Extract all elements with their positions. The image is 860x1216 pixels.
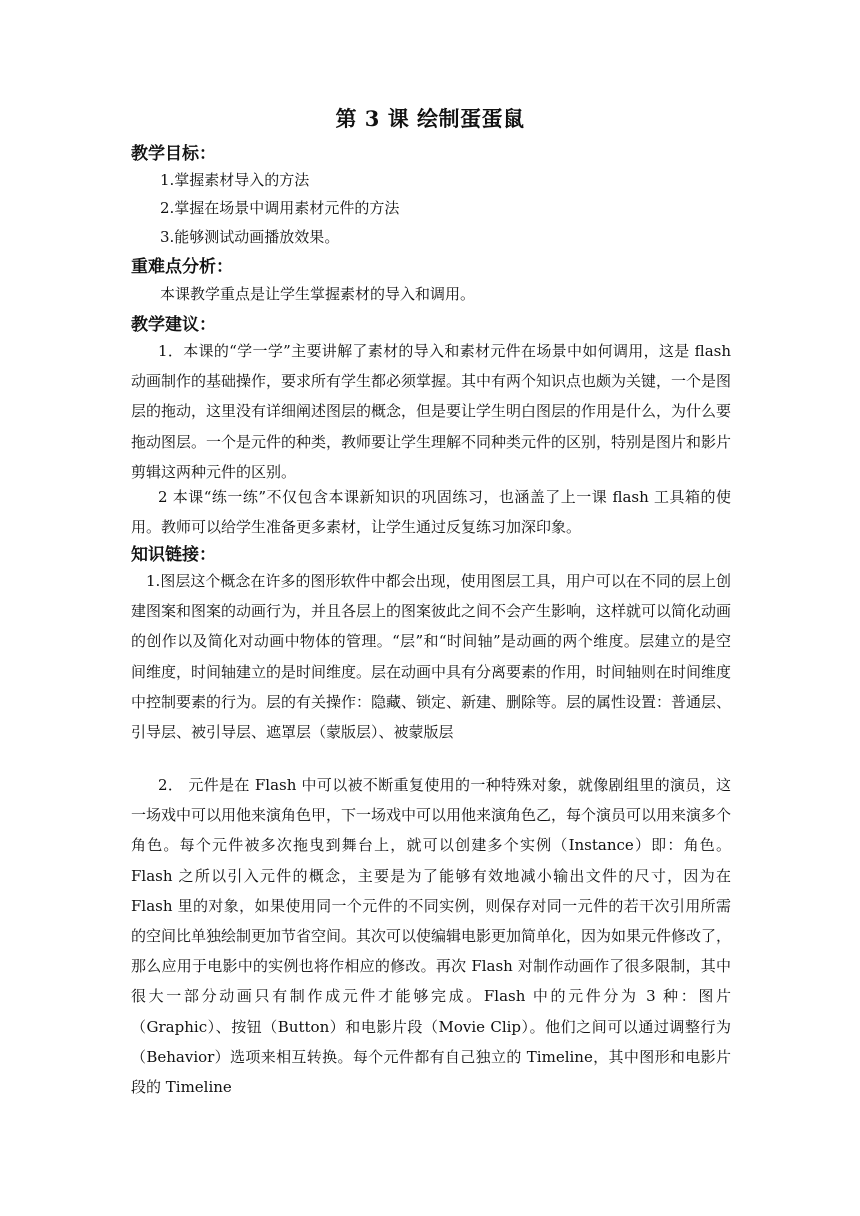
goal-item-3: 3.能够测试动画播放效果。 — [160, 228, 340, 246]
links-paragraph-1: 1.图层这个概念在许多的图形软件中都会出现，使用图层工具，用户可以在不同的层上创建图案和图案的动画行为，并且各层上的图案彼此之间不会产生影响，这样就可以简化动画的创作以及简化对动画中物体的管理。“层”和“时间轴”是动画的两个维度。层建立的是空间维度，时间轴建立的是时间维度。层在动画中具有分离要素的作用，时间轴则在时间维度中控制要素的行为。层的有关操作：隐藏、锁定、新建、删除等。层的属性设置：普通层、引导层、被引导层、遮罩层（蒙版层）、被蒙版层 — [131, 572, 732, 742]
goals-heading: 教学目标： — [131, 144, 216, 164]
suggestion-paragraph-1: 1．本课的“学一学”主要讲解了素材的导入和素材元件在场景中如何调用，这是 flash 动画制作的基础操作，要求所有学生都必须掌握。其中有两个知识点也颇为关键，一个是图层的拖动，这里没有详细阐述图层的概念，但是要让学生明白图层的作用是什么，为什么要拖动图层。一个是元件的种类，教师要让学生理解不同种类元件的区别，特别是图片和影片剪辑这两种元件的区别。 — [131, 342, 732, 481]
suggestions-heading: 教学建议： — [131, 315, 216, 335]
page-title: 第 3 课 绘制蛋蛋鼠 — [335, 106, 525, 131]
links-paragraph-2: 2． 元件是在 Flash 中可以被不断重复使用的一种特殊对象，就像剧组里的演员，这一场戏中可以用他来演角色甲，下一场戏中可以用他来演角色乙，每个演员可以用来演多个角色。每个元件被多次拖曳到舞台上，就可以创建多个实例（Instance）即：角色。Flash 之所以引入元件的概念，主要是为了能够有效地减小输出文件的尺寸，因为在 Flash 里的对象，如果使用同一个元件的不同实例，则保存对同一元件的若干次引用所需的空间比单独绘制更加节省空间。其次可以使编辑电影更加简单化，因为如果元件修改了，那么应用于电影中的实例也将作相应的修改。再次 Flash 对制作动画作了很多限制，其中很大一部分动画只有制作成元件才能够完成。Flash 中的元件分为 3 种：图片（Graphic）、按钮（Button）和电影片段（Movie Clip）。他们之间可以通过调整行为（Behavior）选项来相互转换。每个元件都有自己独立的 Timeline，其中图形和电影片段的 Timeline — [131, 776, 732, 1097]
analysis-text: 本课教学重点是让学生掌握素材的导入和调用。 — [160, 285, 476, 303]
goal-item-1: 1.掌握素材导入的方法 — [160, 171, 310, 189]
links-heading: 知识链接： — [131, 545, 216, 565]
goal-item-2: 2.掌握在场景中调用素材元件的方法 — [160, 199, 400, 217]
analysis-heading: 重难点分析： — [131, 257, 233, 277]
suggestion-paragraph-2: 2 本课“练一练”不仅包含本课新知识的巩固练习，也涵盖了上一课 flash 工具箱的使用。教师可以给学生准备更多素材，让学生通过反复练习加深印象。 — [131, 488, 731, 537]
